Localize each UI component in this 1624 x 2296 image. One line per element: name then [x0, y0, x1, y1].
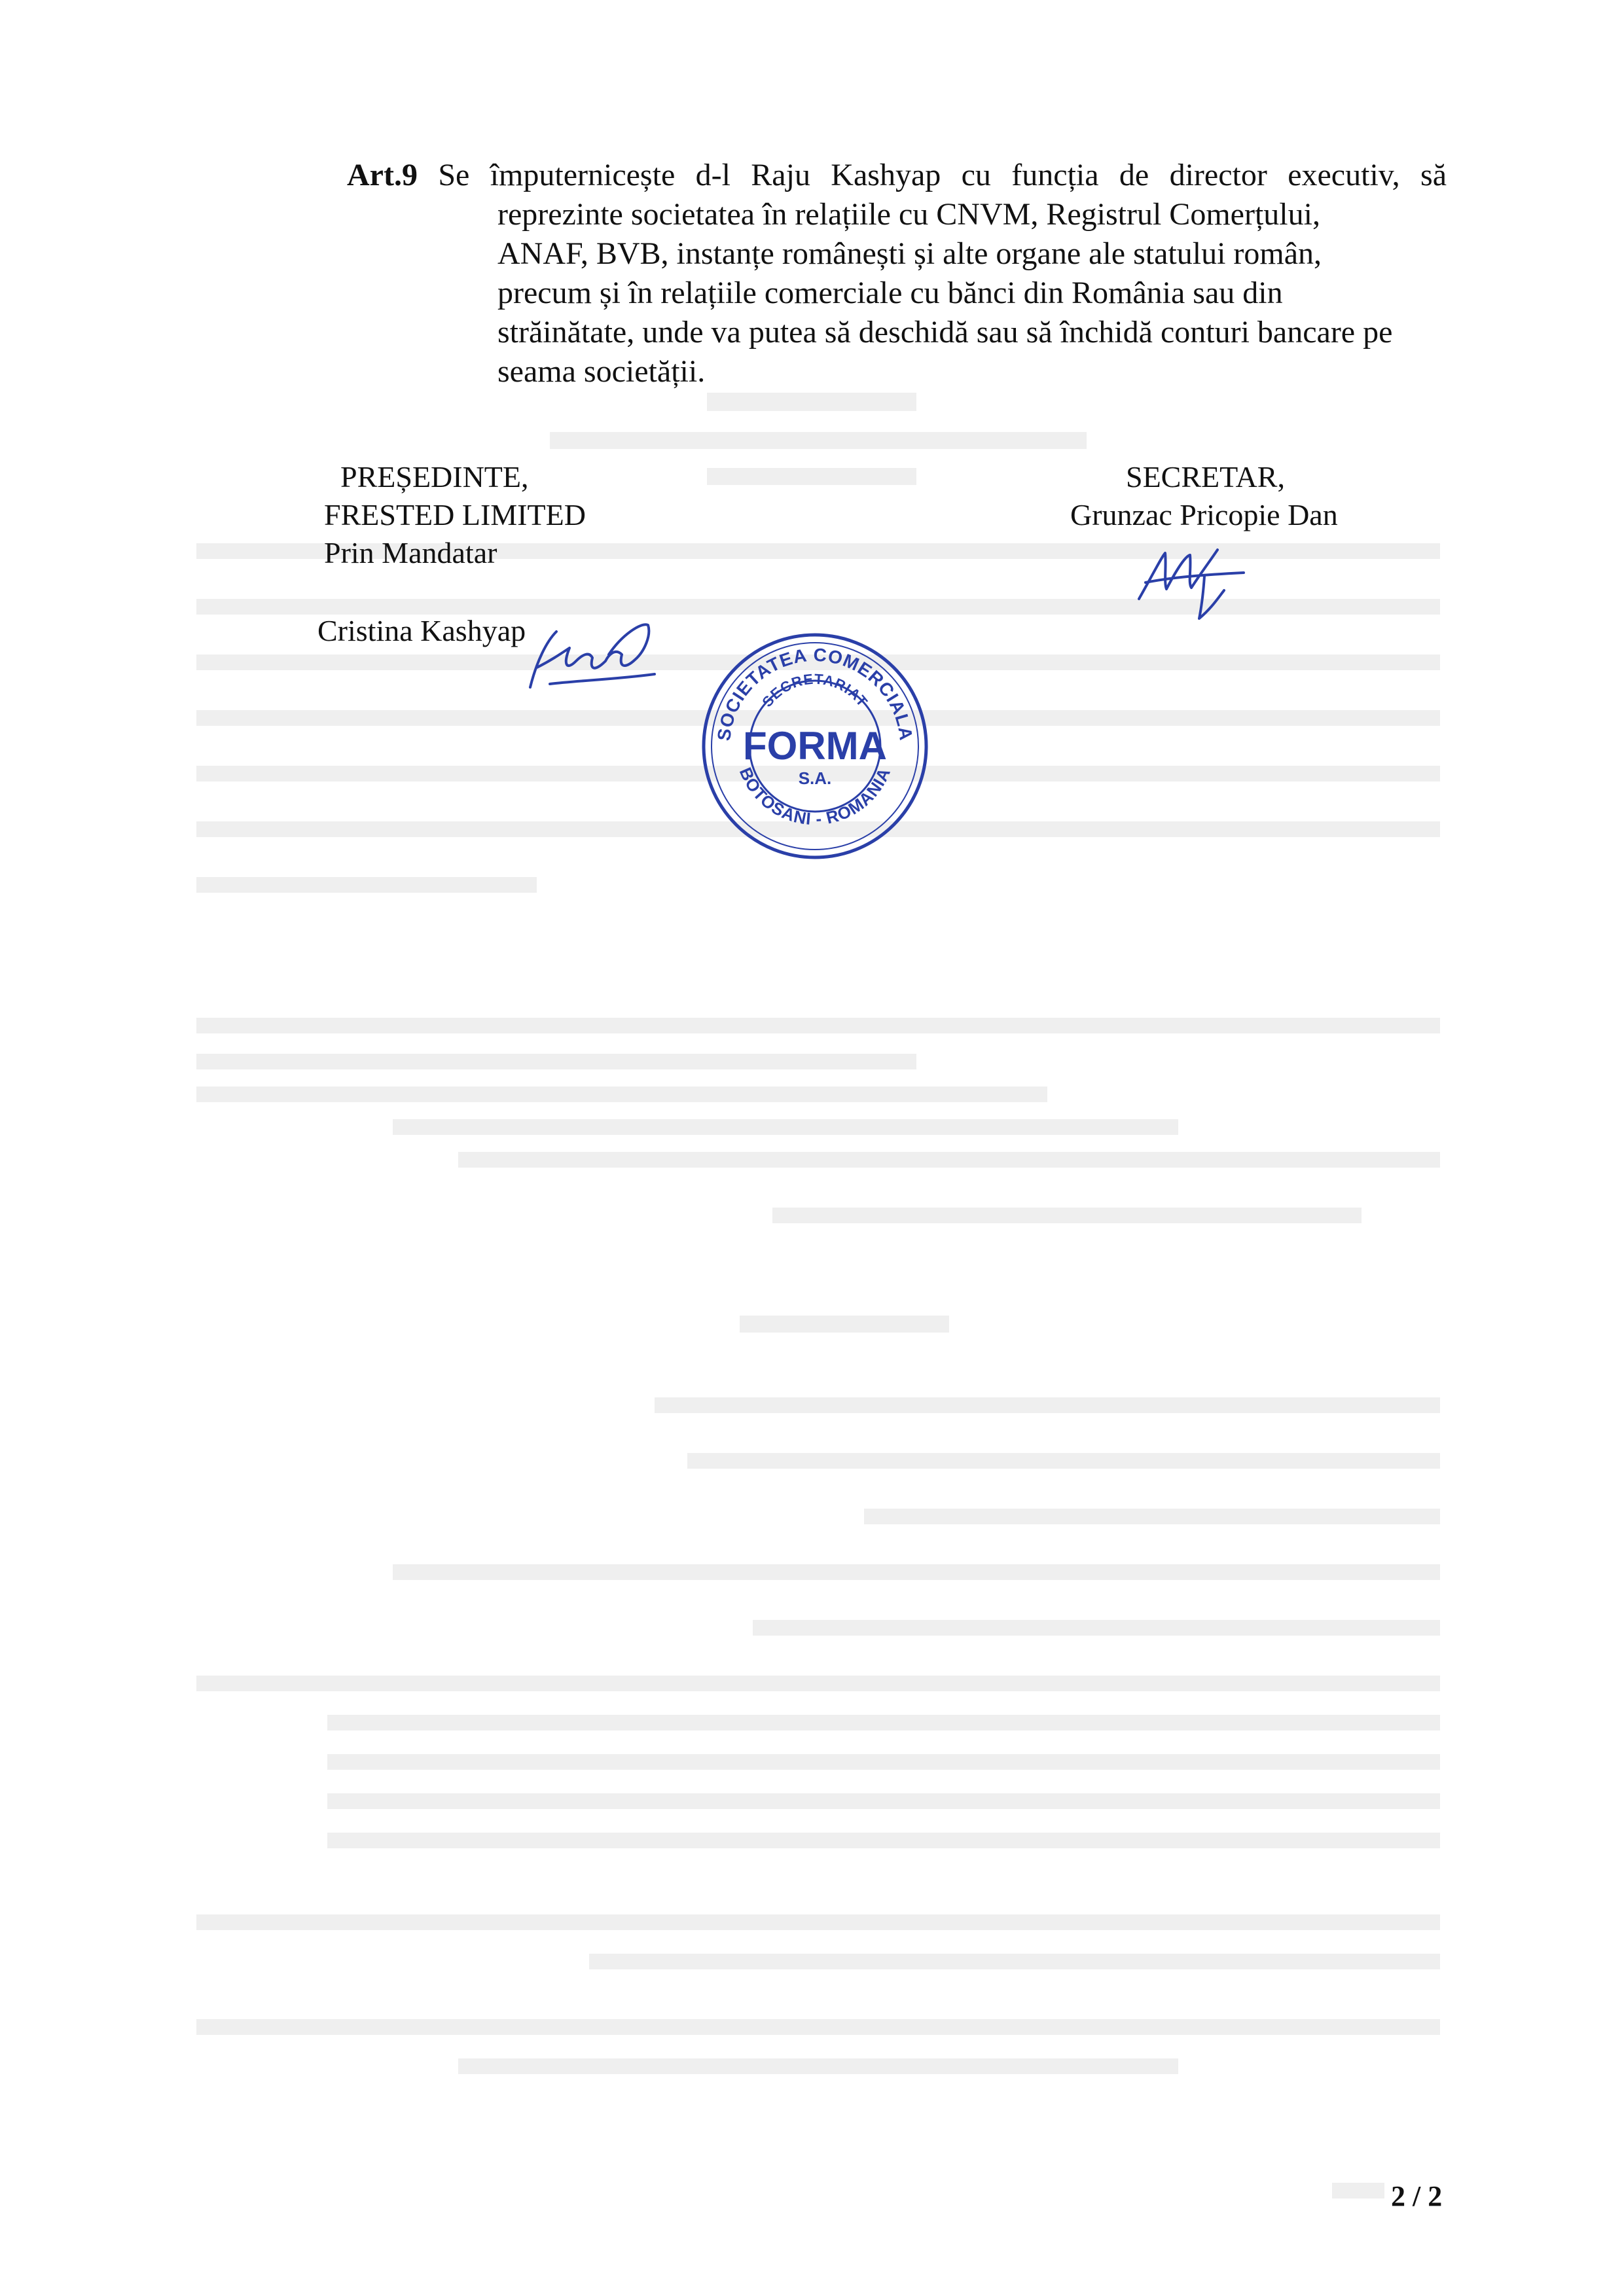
secretary-title: SECRETAR,: [1126, 460, 1285, 493]
stamp-outer-text: SOCIETATEA COMERCIALA: [713, 644, 917, 742]
company-stamp: [697, 628, 933, 864]
stamp-inner-text: SECRETARIAT: [759, 670, 871, 710]
page-number: 2 / 2: [1391, 2180, 1443, 2212]
president-representative-name: Cristina Kashyap: [317, 614, 526, 647]
article-9: [347, 156, 1447, 391]
stamp-sub-text: S.A.: [798, 768, 832, 788]
article-9-line-4: precum și în relațiile comerciale cu bănci din România sau din: [497, 276, 1283, 310]
article-9-line-3: ANAF, BVB, instanțe românești și alte organe ale statului român,: [497, 236, 1322, 271]
stamp-bottom-text: BOTOSANI - ROMANIA: [735, 764, 895, 829]
stamp-center-text: FORMA: [743, 724, 887, 768]
article-9-label: Art.9: [347, 158, 418, 192]
president-company: FRESTED LIMITED: [324, 498, 586, 531]
article-9-line-2: reprezinte societatea în relațiile cu CNVM, Registrul Comerțului,: [497, 197, 1320, 232]
secretary-signature: [1126, 537, 1257, 628]
secretary-name: Grunzac Pricopie Dan: [1070, 498, 1338, 531]
article-9-line-6: seama societății.: [497, 354, 706, 389]
president-mandate: Prin Mandatar: [324, 536, 497, 569]
article-9-line-1: Se împuternicește d-l Raju Kashyap cu funcția de director executiv, să: [438, 158, 1447, 192]
svg-text:SECRETARIAT: [759, 671, 871, 710]
president-title: PREȘEDINTE,: [340, 460, 529, 493]
article-9-first-line: [347, 156, 1447, 195]
article-9-line-5: străinătate, unde va putea să deschidă sau să închidă conturi bancare pe: [497, 315, 1393, 350]
president-signature: [511, 609, 668, 713]
